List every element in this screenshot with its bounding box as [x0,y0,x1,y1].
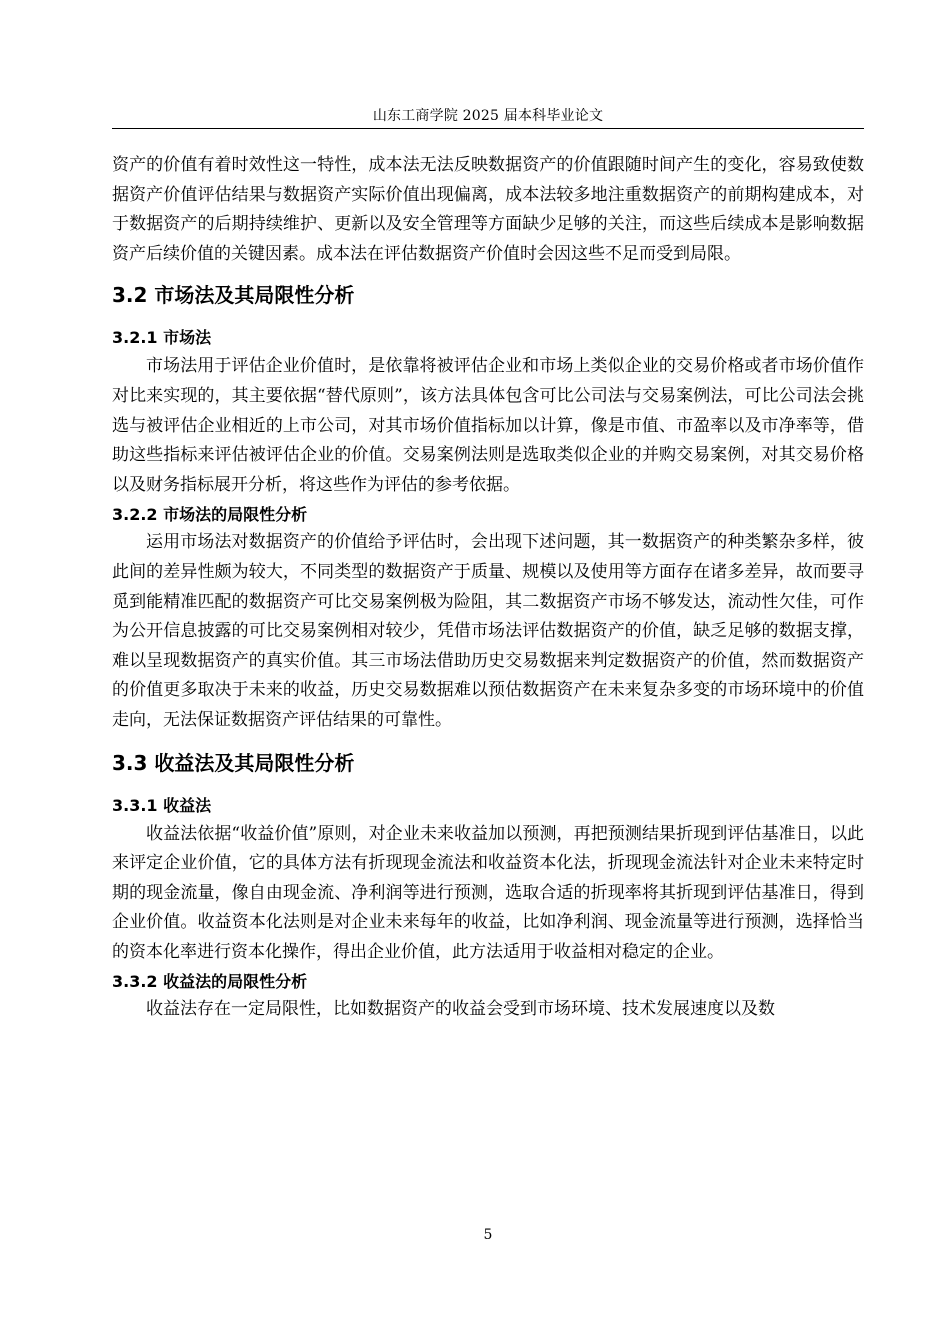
paragraph-3-3-1: 收益法依据“收益价值”原则，对企业未来收益加以预测，再把预测结果折现到评估基准日，以此来评定企业价值，它的具体方法有折现现金流法和收益资本化法，折现现金流法针对企业未来特定时期的现金流量，像自由现金流、净利润等进行预测，选取合适的折现率将其折现到评估基准日，得到企业价值。收益资本化法则是对企业未来每年的收益，比如净利润、现金流量等进行预测，选择恰当的资本化率进行资本化操作，得出企业价值，此方法适用于收益相对稳定的企业。 [112,823,864,962]
subsection-heading-3-3-1: 3.3.1 收益法 [112,795,212,815]
intro-paragraph: 资产的价值有着时效性这一特性，成本法无法反映数据资产的价值跟随时间产生的变化，容易致使数据资产价值评估结果与数据资产实际价值出现偏离，成本法较多地注重数据资产的前期构建成本，对于数据资产的后期持续维护、更新以及安全管理等方面缺少足够的关注，而这些后续成本是影响数据资产后续价值的关键因素。成本法在评估数据资产价值时会因这些不足而受到局限。 [112,155,864,264]
page-number: 5 [483,1227,493,1243]
subsection-heading-3-3-2: 3.3.2 收益法的局限性分析 [112,972,308,992]
paragraph-3-2-1: 市场法用于评估企业价值时，是依靠将被评估企业和市场上类似企业的交易价格或者市场价值作对比来实现的，其主要依据“替代原则”，该方法具体包含可比公司法与交易案例法，可比公司法会挑选与被评估企业相近的上市公司，对其市场价值指标加以计算，像是市值、市盈率以及市净率等，借助这些指标来评估被评估企业的价值。交易案例法则是选取类似企业的并购交易案例，对其交易价格以及财务指标展开分析，将这些作为评估的参考依据。 [112,356,864,495]
subsection-heading-3-2-1: 3.2.1 市场法 [112,328,212,348]
page-header-title: 山东工商学院 2025 届本科毕业论文 [372,108,604,124]
paragraph-3-3-2: 收益法存在一定局限性，比如数据资产的收益会受到市场环境、技术发展速度以及数 [146,999,775,1020]
section-heading-3-2: 3.2 市场法及其局限性分析 [112,283,355,308]
paragraph-3-2-2: 运用市场法对数据资产的价值给予评估时，会出现下述问题，其一数据资产的种类繁杂多样，彼此间的差异性颇为较大，不同类型的数据资产于质量、规模以及使用等方面存在诸多差异，故而要寻觅到能精准匹配的数据资产可比交易案例极为险阻，其二数据资产市场不够发达，流动性欠佳，可作为公开信息披露的可比交易案例相对较少，凭借市场法评估数据资产的价值，缺乏足够的数据支撑，难以呈现数据资产的真实价值。其三市场法借助历史交易数据来判定数据资产的价值，然而数据资产的价值更多取决于未来的收益，历史交易数据难以预估数据资产在未来复杂多变的市场环境中的价值走向，无法保证数据资产评估结果的可靠性。 [112,532,864,730]
document-body [112,151,864,1025]
subsection-heading-3-2-2: 3.2.2 市场法的局限性分析 [112,505,308,525]
section-heading-3-3: 3.3 收益法及其局限性分析 [112,750,355,775]
header-divider [112,128,864,129]
